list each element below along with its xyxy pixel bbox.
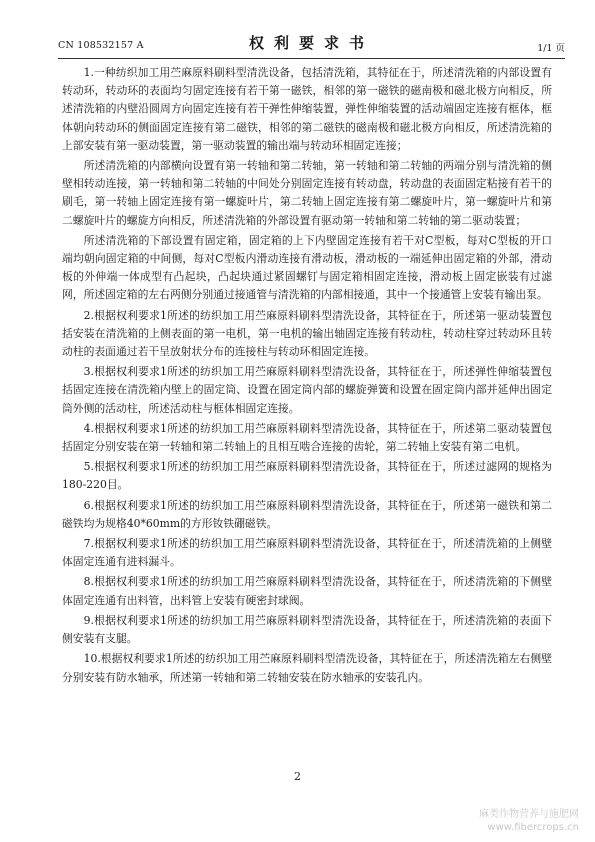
header-divider	[58, 58, 565, 59]
claim-4: 4.根据权利要求1所述的纺织加工用苎麻原料刷料型清洗设备，其特征在于，所述第二驱动装置包括固定分别安装在第一转轴和第二转轴上的且相互啮合连接的齿轮，第二转轴上安装有第二电机。	[62, 421, 552, 454]
publication-number: CN 108532157 A	[58, 40, 144, 51]
watermark	[479, 808, 579, 834]
claim-1-paragraph-2: 所述清洗箱的内部横向设置有第一转轴和第二转轴，第一转轴和第二转轴的两端分别与清洗箱的侧壁相转动连接，第一转轴和第二转轴的中间处分别固定连接有转动盘，转动盘的表面固定粘接有若干的刷毛，第一转轴上固定连接有第一螺旋叶片，第二转轴上固定连接有第二螺旋叶片，第一螺旋叶片和第二螺旋叶片的螺旋方向相反，所述清洗箱的外部设置有驱动第一转轴和第二转轴的第二驱动装置；	[62, 159, 552, 227]
page-header	[58, 30, 565, 60]
claim-2: 2.根据权利要求1所述的纺织加工用苎麻原料刷料型清洗设备，其特征在于，所述第一驱动装置包括安装在清洗箱的上侧表面的第一电机，第一电机的输出轴固定连接有转动柱，转动柱穿过转动环且转动柱的表面通过若干呈放射状分布的连接柱与转动环相固定连接。	[62, 308, 552, 359]
claim-9: 9.根据权利要求1所述的纺织加工用苎麻原料刷料型清洗设备，其特征在于，所述清洗箱的表面下侧安装有支腿。	[62, 613, 552, 646]
claim-6: 6.根据权利要求1所述的纺织加工用苎麻原料刷料型清洗设备，其特征在于，所述第一磁铁和第二磁铁均为规格40*60mm的方形钕铁硼磁铁。	[62, 498, 552, 530]
document-title: 权利要求书	[248, 34, 374, 52]
page-number: 2	[294, 770, 301, 783]
watermark-url: www.fibercrops.cn	[487, 822, 579, 833]
claim-8: 8.根据权利要求1所述的纺织加工用苎麻原料刷料型清洗设备，其特征在于，所述清洗箱的下侧壁体固定连通有出料管，出料管上安装有硬密封球阀。	[62, 575, 552, 607]
claim-1-paragraph-1: 1.一种纺织加工用苎麻原料刷料型清洗设备，包括清洗箱，其特征在于，所述清洗箱的内部设置有转动环，转动环的表面均匀固定连接有若干第一磁铁，相邻的第一磁铁的磁南极和磁北极方向相反，所述清洗箱的内壁沿圆周方向固定连接有若干弹性伸缩装置，弹性伸缩装置的活动端固定连接有框体，框体朝向转动环的侧面固定连接有第二磁铁，相邻的第二磁铁的磁南极和磁北极方向相反，所述清洗箱的上部安装有第一驱动装置，第一驱动装置的输出端与转动环相固定连接；	[62, 66, 552, 152]
watermark-site-name: 麻类作物营养与施肥网	[479, 809, 579, 820]
page-info: 1/1 页	[537, 43, 565, 54]
claim-1-paragraph-3: 所述清洗箱的下部设置有固定箱，固定箱的上下内壁固定连接有若干对C型板，每对C型板的开口端均朝向固定箱的中间侧，每对C型板内滑动连接有滑动板，滑动板的一端延伸出固定箱的外部，滑动板的外伸端一体成型有凸起块，凸起块通过紧固螺钉与固定箱相固定连接，滑动板上固定嵌装有过滤网，所述固定箱的左右两侧分别通过接通管与清洗箱的内部相接通，其中一个接通管上安装有输出泵。	[62, 233, 552, 302]
claim-5: 5.根据权利要求1所述的纺织加工用苎麻原料刷料型清洗设备，其特征在于，所述过滤网的规格为180-220目。	[62, 460, 552, 492]
claim-3: 3.根据权利要求1所述的纺织加工用苎麻原料刷料型清洗设备，其特征在于，所述弹性伸缩装置包括固定连接在清洗箱内壁上的固定筒、设置在固定筒内部的螺旋弹簧和设置在固定筒内部并延伸出固定筒外侧的活动柱，所述活动柱与框体相固定连接。	[62, 365, 552, 415]
claims-body	[62, 64, 552, 689]
claim-7: 7.根据权利要求1所述的纺织加工用苎麻原料刷料型清洗设备，其特征在于，所述清洗箱的上侧壁体固定连通有进料漏斗。	[62, 537, 552, 569]
claim-10: 10.根据权利要求1所述的纺织加工用苎麻原料刷料型清洗设备，其特征在于，所述清洗箱左右侧壁分别安装有防水轴承，所述第一转轴和第二转轴安装在防水轴承的安装孔内。	[62, 652, 552, 684]
